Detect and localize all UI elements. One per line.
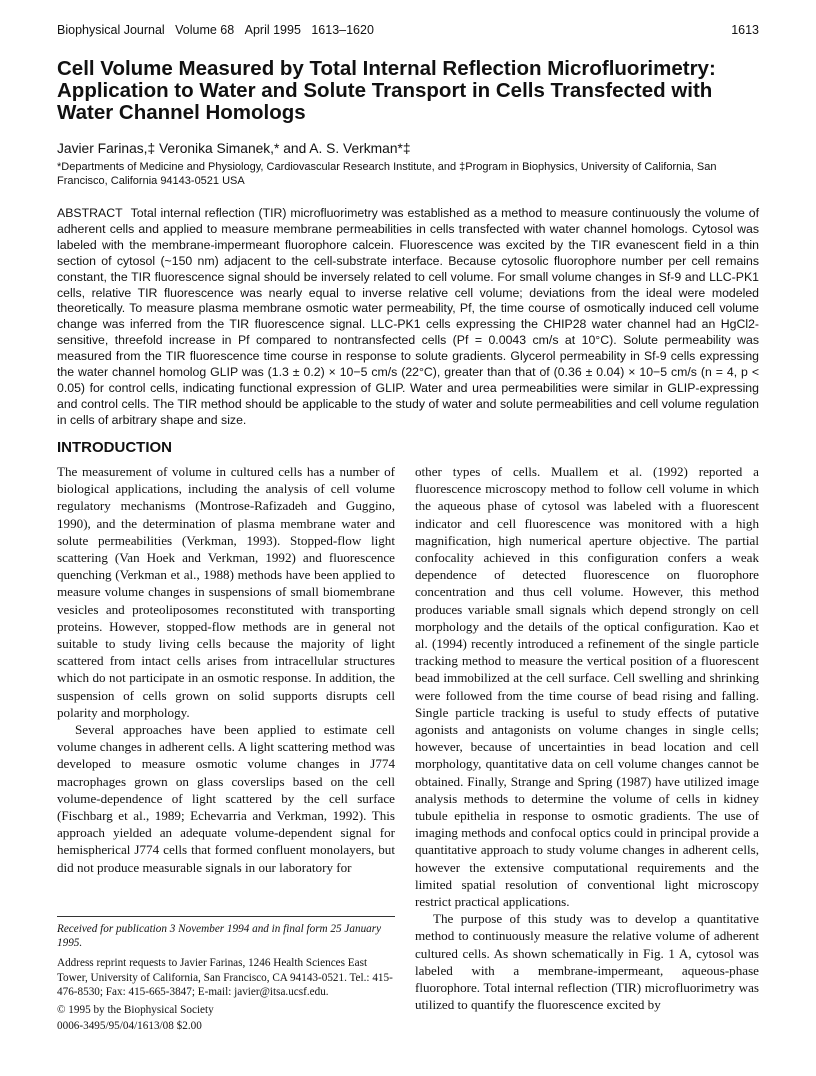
body-paragraph: other types of cells. Muallem et al. (1992) reported a fluorescence microscopy method to follow cell volume in which the aqueous phase of cytosol was labeled with a fluorescent indicator and cell fluorescence was monitored with a high magnification, high numerical aperture objective. The partial confocality achieved in this configuration confers a weak dependence of detected fluorescence on fluorophore concentration and thus cell volume. However, this method produces variable small signals which depend strongly on cell morphology and the details of the optical configuration. Kao et al. (1994) recently introduced a refinement of the single particle tracking method to measure the vertical position of a fluorescent bead immobilized at the cell surface. Cell swelling and shrinking were followed from the time course of bead rising and falling. Single particle tracking is useful to study effects of putative agonists and antagonists on volume changes in single cells; however, because of uncertainties in bead location and cell morphology, quantitative data on cell volume changes cannot be obtained. Finally, Strange and Spring (1987) have utilized image analysis methods to determine the volume of cells in kidney tubule epithelia in response to osmotic gradients. The use of imaging methods and confocal optics could in principal provide a quantitative approach to study volume changes in adherent cells, however the extensive computational requirements and the limited spatial resolution of conventional light microscopy restrict practical applications. xyxy=(415,464,759,910)
page-range: 1613–1620 xyxy=(311,23,374,37)
paper-title: Cell Volume Measured by Total Internal Reflection Microfluorimetry: Application to Water and Solute Transport in Cells Transfected with Water Channel Homologs xyxy=(57,57,716,124)
right-column xyxy=(415,463,759,1014)
abstract-text: Total internal reflection (TIR) microfluorimetry was established as a method to measure continuously the volume of adherent cells and applied to measure membrane permeabilities in cells transfected with water channel homologs. Cytosol was labeled with the membrane-impermeant fluorophore calcein. Fluorescence was excited by the TIR evanescent field in a thin section of cytosol (~150 nm) adjacent to the cell-substrate interface. Because cytosolic fluorophore number per cell remains constant, the TIR fluorescence signal should be inversely related to cell volume. For small volume changes in Sf-9 and LLC-PK1 cells, relative TIR fluorescence was nearly equal to inverse relative cell volume; deviations from the ideal were modeled theoretically. To measure plasma membrane osmotic water permeability, Pf, the time course of osmotically induced cell volume change was inferred from the TIR fluorescence signal. LLC-PK1 cells expressing the CHIP28 water channel had an HgCl2-sensitive, threefold increase in Pf compared to nontransfected cells (Pf = 0.0043 cm/s at 10°C). Solute permeability was measured from the TIR fluorescence time course in response to solute gradients. Glycerol permeability in Sf-9 cells expressing the water channel homolog GLIP was (1.3 ± 0.2) × 10−5 cm/s (22°C), greater than that of (0.36 ± 0.04) × 10−5 cm/s (n = 4, p < 0.05) for control cells, indicating functional expression of GLIP. Water and urea permeabilities were similar in GLIP-expressing and control cells. The TIR method should be applicable to the study of water and solute permeabilities and cell volume regulation in cells of arbitrary shape and size. xyxy=(57,206,759,427)
issn-code: 0006-3495/95/04/1613/08 $2.00 xyxy=(57,1020,202,1033)
affiliations: *Departments of Medicine and Physiology, Cardiovascular Research Institute, and ‡Program in Biophysics, University of California, San Francisco, California 94143-0521 USA xyxy=(57,161,717,187)
abstract xyxy=(57,206,759,429)
journal-volume: Volume 68 xyxy=(175,23,235,37)
body-paragraph: Several approaches have been applied to estimate cell volume changes in adherent cells. A light scattering method was developed to measure osmotic volume changes in J774 macrophages grown on glass coverslips based on the cell volume-dependence of light scattered by the cell surface (Fischbarg et al., 1989; Echevarria and Verkman, 1992). This approach yielded an adequate volume-dependent signal for hemispherical J774 cells that formed confluent monolayers, but did not produce measurable signals in our laboratory for xyxy=(57,722,395,875)
body-paragraph: The purpose of this study was to develop a quantitative method to continuously measure the relative volume of adherent cultured cells. As shown schematically in Fig. 1 A, cytosol was labeled with a membrane-impermeant, aqueous-phase fluorophore. Total internal reflection (TIR) microfluorimetry was utilized to quantify the fluorescence excited by xyxy=(415,911,759,1013)
page-number: 1613 xyxy=(731,23,759,37)
left-column xyxy=(57,463,395,876)
author-list: Javier Farinas,‡ Veronika Simanek,* and A. S. Verkman*‡ xyxy=(57,141,411,156)
received-note: Received for publication 3 November 1994 and in final form 25 January 1995. xyxy=(57,923,382,950)
header-citation xyxy=(57,23,374,37)
section-heading-introduction: INTRODUCTION xyxy=(57,439,172,456)
journal-date: April 1995 xyxy=(244,23,301,37)
footnote-divider xyxy=(57,916,395,917)
footnotes xyxy=(57,922,395,1033)
copyright-notice: © 1995 by the Biophysical Society xyxy=(57,1004,214,1017)
running-header xyxy=(57,23,759,41)
body-paragraph: The measurement of volume in cultured cells has a number of biological applications, including the analysis of cell volume regulatory mechanisms (Montrose-Rafizadeh and Guggino, 1990), and the determination of plasma membrane water and solute permeabilities (Verkman, 1993). Stopped-flow light scattering (Van Hoek and Verkman, 1992) and fluorescence quenching (Verkman et al., 1988) methods have been applied to measure volume changes in suspensions of small biomembrane vesicles and proteoliposomes reconstituted with transporting proteins. However, stopped-flow methods are in general not suitable to study living cells because the majority of light scattered from intact cells arises from intracellular structures which do not participate in an osmotic response. In addition, the suspension of cells grown on solid supports disrupts cell polarity and morphology. xyxy=(57,464,395,720)
reprint-address: Address reprint requests to Javier Farinas, 1246 Health Sciences East Tower, University of California, San Francisco, CA 94143-0521. Tel.: 415-476-8530; Fax: 415-665-3847; E-mail: javier@itsa.ucsf.edu. xyxy=(57,957,393,998)
journal-name: Biophysical Journal xyxy=(57,23,165,37)
abstract-label: ABSTRACT xyxy=(57,206,123,220)
